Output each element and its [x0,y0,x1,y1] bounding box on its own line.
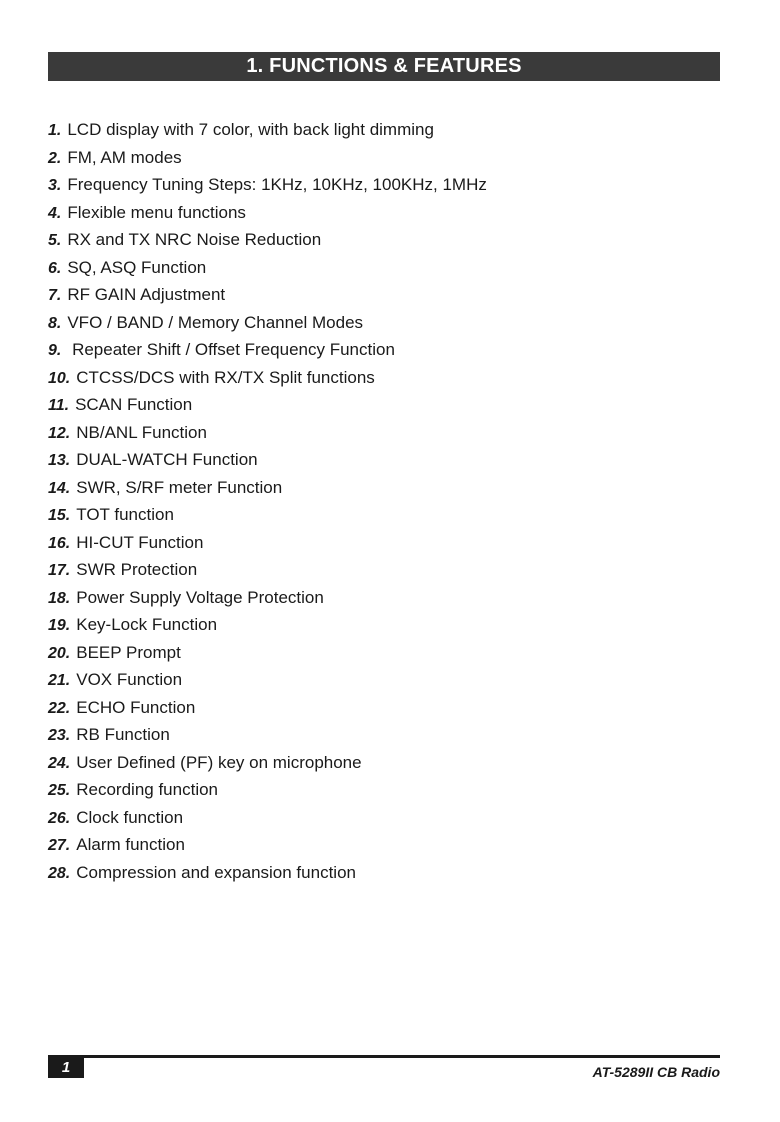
feature-number: 18. [48,589,71,607]
section-title: 1. FUNCTIONS & FEATURES [48,52,720,81]
feature-number: 21. [48,672,71,689]
feature-text: Clock function [76,807,184,827]
feature-text: DUAL-WATCH Function [76,450,258,469]
feature-number: 6. [48,259,62,277]
feature-number: 19. [48,617,71,634]
feature-text: CTCSS/DCS with RX/TX Split functions [76,367,375,387]
feature-text: RB Function [76,725,170,744]
feature-item [48,529,728,557]
feature-item [48,171,728,199]
feature-item [48,859,728,887]
feature-text: FM, AM modes [67,147,182,167]
feature-item [48,254,728,282]
feature-item [48,336,728,364]
feature-item [48,611,728,639]
feature-number: 12. [48,424,71,442]
feature-item [48,446,728,474]
feature-number: 22. [48,699,71,717]
feature-text: SWR Protection [76,560,198,579]
feature-text: SWR, S/RF meter Function [76,477,283,497]
feature-number: 27. [48,837,71,854]
feature-number: 4. [48,204,62,222]
feature-item [48,419,728,447]
feature-number: 2. [48,149,62,167]
feature-number: 26. [48,809,71,827]
feature-text: RX and TX NRC Noise Reduction [67,230,322,249]
feature-number: 13. [48,452,71,469]
feature-number: 1. [48,122,62,139]
feature-text: SCAN Function [75,395,193,414]
feature-text: TOT function [76,505,174,524]
feature-text: BEEP Prompt [76,642,181,662]
feature-item [48,501,728,529]
feature-number: 11. [48,397,70,414]
feature-number: 23. [48,727,71,744]
feature-text: ECHO Function [76,697,196,717]
feature-text: Power Supply Voltage Protection [76,587,324,607]
feature-text: Compression and expansion function [76,862,356,882]
feature-text: Repeater Shift / Offset Frequency Function [67,340,395,359]
feature-item [48,584,728,612]
feature-text: RF GAIN Adjustment [67,285,226,304]
feature-item [48,556,728,584]
feature-text: HI-CUT Function [76,532,204,552]
feature-item [48,666,728,694]
feature-number: 5. [48,232,62,249]
feature-number: 8. [48,314,62,332]
feature-text: SQ, ASQ Function [67,257,207,277]
feature-number: 15. [48,507,71,524]
feature-item [48,364,728,392]
feature-list [48,116,728,886]
feature-item [48,694,728,722]
page-number: 1 [48,1058,84,1078]
feature-number: 14. [48,479,71,497]
feature-text: NB/ANL Function [76,422,207,442]
feature-number: 16. [48,534,71,552]
feature-item [48,144,728,172]
footer-model-name: AT-5289II CB Radio [592,1064,720,1080]
feature-item [48,474,728,502]
feature-item [48,391,728,419]
feature-text: Key-Lock Function [76,615,218,634]
feature-number: 28. [48,864,71,882]
feature-text: VFO / BAND / Memory Channel Modes [67,312,364,332]
feature-item [48,804,728,832]
feature-number: 10. [48,369,71,387]
footer-divider [48,1055,720,1058]
feature-text: User Defined (PF) key on microphone [76,752,362,772]
feature-number: 3. [48,177,62,194]
feature-text: Frequency Tuning Steps: 1KHz, 10KHz, 100KHz, 1MHz [67,175,487,194]
feature-item [48,831,728,859]
feature-text: Alarm function [76,835,185,854]
feature-text: LCD display with 7 color, with back light dimming [67,120,434,139]
feature-item [48,226,728,254]
feature-item [48,749,728,777]
feature-text: VOX Function [76,670,183,689]
feature-item [48,281,728,309]
feature-item [48,116,728,144]
feature-number: 24. [48,754,71,772]
feature-item [48,639,728,667]
feature-number: 25. [48,782,71,799]
feature-item [48,199,728,227]
feature-item [48,721,728,749]
feature-item [48,776,728,804]
feature-number: 17. [48,562,71,579]
feature-item [48,309,728,337]
feature-number: 9. [48,342,62,359]
feature-text: Flexible menu functions [67,202,246,222]
feature-text: Recording function [76,780,219,799]
feature-number: 20. [48,644,71,662]
feature-number: 7. [48,287,62,304]
